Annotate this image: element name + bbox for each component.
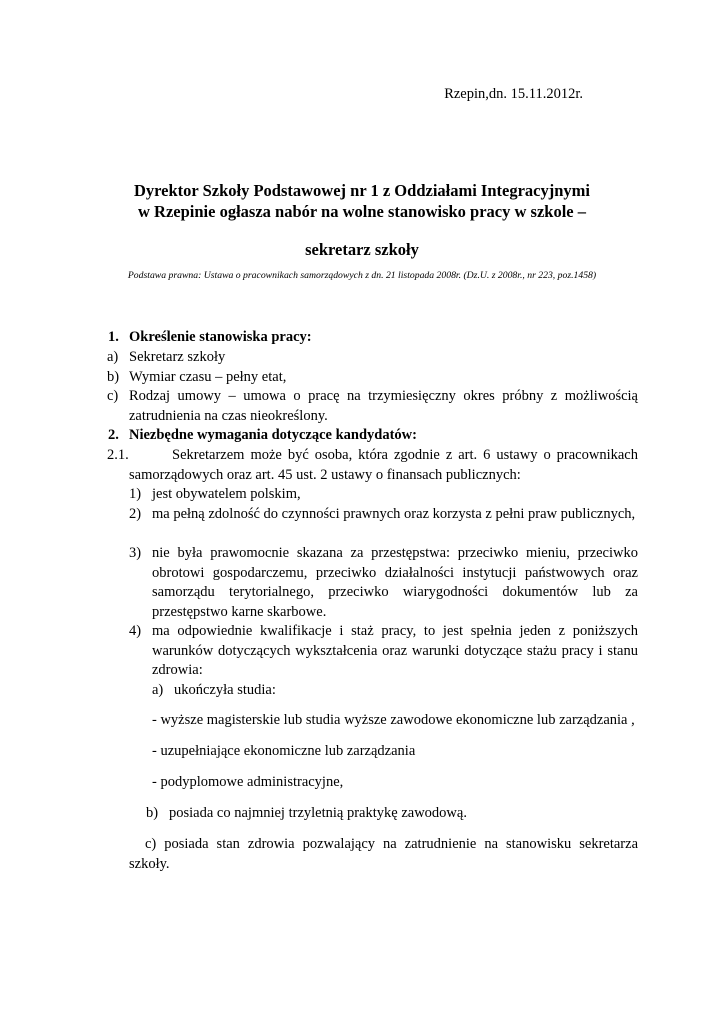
section-2-title: Niezbędne wymagania dotyczące kandydatów: [129,427,417,443]
section-1-title: Określenie stanowiska pracy: [129,329,312,345]
legal-basis: Podstawa prawna: Ustawa o pracownikach samorządowych z dn. 21 listopada 2008r. (Dz.U. z 2008r., nr 223, poz.1458) [127,270,597,281]
document-page: Rzepin,dn. 15.11.2012r. Dyrektor Szkoły Podstawowej nr 1 z Oddziałami Integracyjnymi w Rzepinie ogłasza nabór na wolne stanowisko pracy w szkole – sekretarz szkoły Podstawa prawna: Ustawa o pracownikach samorządowych z dn. 21 listopada 2008r. (Dz.U. z 2008r., nr 223, poz.1458) 1. Określenie stanowiska pracy: a) Sekretarz szkoły b) Wymiar czasu – pełny etat, c) Rodzaj umowy – umowa o pracę na trzymiesięczny okres próbny z możliwością zatrudnienia na czas nieokreślony. 2. Niezbędne wymagania dotyczące kandydatów: 2.1. Sekretarzem może być osoba, która zgodnie z art. 6 ustawy o pracownikach samorządowych oraz art. 45 ust. 2 ustawy o finansach publicznych: 1) jest obywatelem polskim, 2) ma pełną zdolność do czynności prawnych oraz korzysta z pełni praw publicznych, 3) nie była prawomocnie skazana za przestępstwa: przeciwko mieniu, przeciwko obrotowi gospodarczemu, przeciwko działalności instytucji państwowych oraz samorządu terytorialnego, przeciwko wiarygodności dokumentów lub za przestępstwo karne skarbowe. 4) ma odpowiednie kwalifikacje i staż pracy, to jest spełnia jeden z poniższych warunków dotyczących wykształcenia oraz warunki dotyczące stażu pracy i stanu zdrowia: a) ukończyła studia: - wyższe magisterskie lub studia wyższe zawodowe ekonomiczne lub zarządzania , - uzupełniające ekonomiczne lub zarządzania - podyplomowe administracyjne, b) posiada co najmniej trzyletnią praktykę zawodową. c) posiada stan zdrowia pozwalający na zatrudnienie na stanowisku sekretarza szkoły. [0,0,724,1024]
announcement-heading [0,180,724,222]
section-1-number: 1. [108,329,119,345]
heading-line-2: w Rzepinie ogłasza nabór na wolne stanowisko pracy w szkole – [138,202,586,221]
position-title: sekretarz szkoły [305,240,419,259]
heading-line-1: Dyrektor Szkoły Podstawowej nr 1 z Oddziałami Integracyjnymi [133,181,590,200]
date-line: Rzepin,dn. 15.11.2012r. [444,86,583,102]
section-2-number: 2. [108,427,119,443]
